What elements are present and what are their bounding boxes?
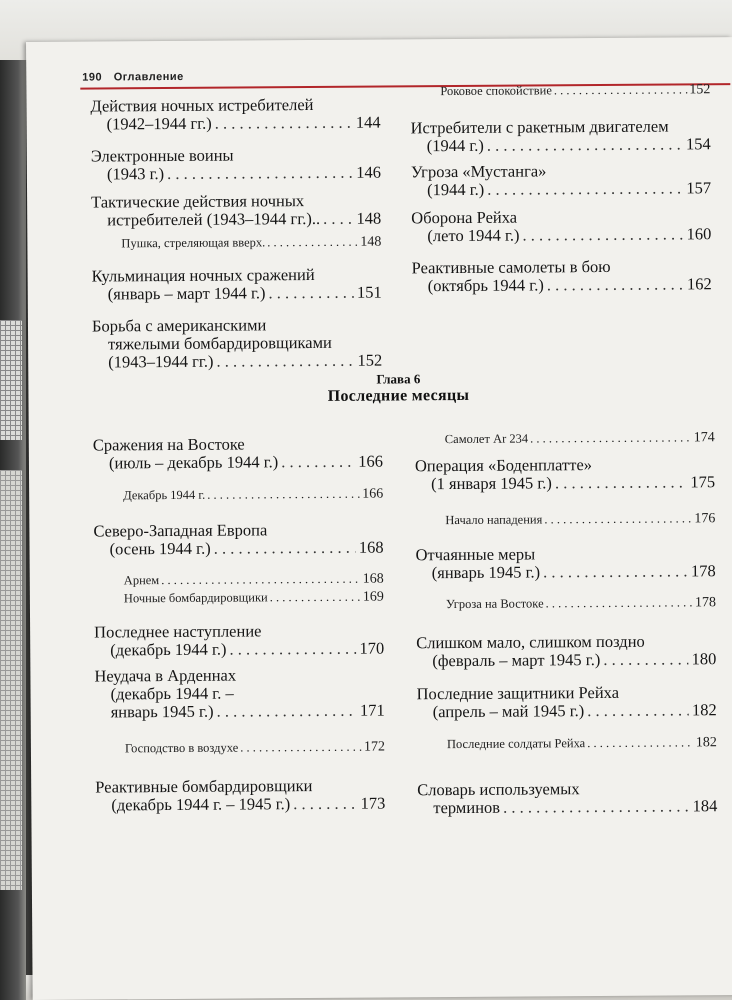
toc-entry-text: Реактивные самолеты в бою bbox=[411, 256, 611, 278]
toc-entry-line bbox=[415, 473, 715, 493]
toc-entry-line bbox=[94, 640, 384, 660]
toc-subentry bbox=[445, 511, 715, 528]
toc-entry bbox=[90, 96, 380, 134]
toc-entry bbox=[416, 544, 716, 582]
toc-entry-text: (декабрь 1944 г. – bbox=[110, 683, 234, 704]
toc-subentry-title: Ночные бомбардировщики bbox=[123, 590, 268, 606]
leader-dots bbox=[530, 430, 692, 446]
leader-dots bbox=[161, 572, 361, 588]
toc-page-number: 166 bbox=[358, 451, 384, 471]
toc-page-number: 168 bbox=[358, 537, 384, 557]
toc-subentry bbox=[123, 487, 383, 504]
grid-paper-strip-lower bbox=[0, 470, 22, 890]
toc-entry-text: (апрель – май 1945 г.) bbox=[432, 701, 585, 722]
toc-page-number: 144 bbox=[355, 112, 381, 132]
leader-dots bbox=[323, 210, 354, 228]
leader-dots bbox=[216, 702, 356, 721]
book-page bbox=[26, 37, 732, 1000]
leader-dots bbox=[207, 487, 360, 503]
toc-entry bbox=[91, 192, 381, 230]
running-head-title: Оглавление bbox=[113, 70, 184, 84]
toc-entry bbox=[411, 117, 711, 155]
toc-subentry-title: Угроза на Востоке bbox=[445, 596, 544, 612]
toc-entry-line bbox=[91, 114, 381, 134]
toc-entry-line bbox=[92, 284, 382, 304]
chapter-number: Глава 6 bbox=[376, 371, 421, 387]
toc-entry-text: терминов bbox=[433, 797, 501, 818]
toc-subentry-title: Арнем bbox=[123, 573, 160, 588]
leader-dots bbox=[240, 740, 362, 756]
toc-entry-line bbox=[95, 702, 385, 722]
toc-page-number: 171 bbox=[359, 700, 385, 720]
toc-entry-line bbox=[94, 684, 384, 704]
toc-entry bbox=[417, 683, 717, 721]
toc-entry-line bbox=[411, 207, 711, 227]
leader-dots bbox=[554, 82, 688, 98]
toc-entry bbox=[91, 146, 381, 184]
leader-dots bbox=[216, 352, 354, 371]
toc-entry-text: (1944 г.) bbox=[426, 135, 484, 156]
toc-entry-text: истребителей (1943–1944 гг.).. bbox=[107, 208, 321, 230]
toc-page-number: 148 bbox=[356, 208, 382, 228]
leader-dots bbox=[229, 640, 356, 659]
toc-entry-line bbox=[417, 779, 717, 799]
toc-entry-line bbox=[416, 650, 716, 670]
toc-entry-text: (1942–1944 гг.) bbox=[106, 113, 212, 134]
leader-dots bbox=[281, 453, 355, 472]
toc-page-number: 174 bbox=[693, 430, 715, 446]
toc-entry-text: Истребители с ракетным двигателем bbox=[410, 116, 669, 138]
toc-entry-text: Угроза «Мустанга» bbox=[410, 161, 547, 182]
toc-entry bbox=[94, 622, 384, 660]
toc-entry-line bbox=[417, 797, 717, 817]
toc-page-number: 168 bbox=[362, 571, 384, 587]
toc-page-number: 182 bbox=[695, 735, 717, 751]
leader-dots bbox=[167, 164, 353, 183]
chapter-heading bbox=[208, 370, 588, 407]
toc-page-number: 175 bbox=[690, 472, 716, 492]
toc-entry-text: Словарь используемых bbox=[417, 779, 580, 800]
toc-page-number: 176 bbox=[694, 511, 716, 527]
toc-entry-text: (февраль – март 1945 г.) bbox=[432, 650, 601, 671]
toc-subentry-title: Господство в воздухе bbox=[124, 740, 239, 756]
toc-page-number: 169 bbox=[362, 589, 384, 605]
toc-entry-text: Последнее наступление bbox=[94, 621, 262, 642]
toc-page-number: 160 bbox=[686, 224, 712, 244]
toc-entry bbox=[417, 779, 717, 817]
toc-entry bbox=[93, 521, 383, 559]
toc-entry-text: тяжелыми бомбардировщиками bbox=[108, 332, 332, 354]
toc-entry-line bbox=[411, 179, 711, 199]
toc-entry-line bbox=[411, 117, 711, 137]
toc-subentry bbox=[121, 235, 381, 252]
toc-page-number: 170 bbox=[359, 638, 385, 658]
leader-dots bbox=[503, 797, 690, 816]
page-number: 190 bbox=[82, 71, 103, 84]
toc-entry bbox=[415, 455, 715, 493]
toc-subentry bbox=[124, 572, 384, 589]
toc-entry-line bbox=[90, 96, 380, 116]
toc-entry-text: (декабрь 1944 г.) bbox=[110, 639, 227, 660]
toc-page-number: 172 bbox=[363, 739, 385, 755]
toc-entry-text: (июль – декабрь 1944 г.) bbox=[108, 452, 279, 473]
toc-entry-line bbox=[416, 544, 716, 564]
chapter-title: Последние месяцы bbox=[327, 386, 470, 405]
toc-entry-text: Реактивные бомбардировщики bbox=[95, 776, 313, 797]
toc-page-number: 148 bbox=[360, 234, 382, 250]
toc-entry-line bbox=[417, 701, 717, 721]
toc-subentry bbox=[447, 735, 717, 752]
toc-entry-line bbox=[94, 666, 384, 686]
toc-entry-line bbox=[93, 521, 383, 541]
leader-dots bbox=[555, 473, 688, 492]
toc-entry bbox=[92, 266, 382, 304]
toc-entry-text: Слишком мало, слишком поздно bbox=[416, 631, 645, 653]
toc-subentry-title: Пушка, стреляющая вверх. bbox=[121, 235, 266, 251]
toc-entry-text: Сражения на Востоке bbox=[92, 434, 245, 455]
toc-entry-line bbox=[92, 352, 382, 372]
toc-entry-line bbox=[93, 453, 383, 473]
toc-entry-text: Неудача в Арденнах bbox=[94, 665, 237, 686]
toc-entry-line bbox=[91, 146, 381, 166]
toc-page-number: 146 bbox=[356, 162, 381, 182]
leader-dots bbox=[587, 701, 689, 720]
toc-page-number: 152 bbox=[357, 350, 383, 370]
toc-entry-text: Отчаянные меры bbox=[415, 544, 536, 565]
toc-entry-line bbox=[94, 622, 384, 642]
leader-dots bbox=[546, 595, 693, 611]
toc-entry-text: Тактические действия ночных bbox=[91, 191, 305, 212]
toc-entry bbox=[95, 777, 385, 815]
toc-entry-line bbox=[91, 210, 381, 230]
toc-entry-text: Северо-Западная Европа bbox=[93, 520, 268, 541]
toc-subentry bbox=[124, 590, 384, 607]
leader-dots bbox=[268, 284, 354, 303]
toc-entry-text: Электронные воины bbox=[90, 145, 234, 166]
toc-page-number: 184 bbox=[692, 796, 718, 816]
toc-page-number: 162 bbox=[686, 274, 712, 294]
grid-paper-strip bbox=[0, 320, 22, 440]
toc-entry-text: (октябрь 1944 г.) bbox=[427, 275, 544, 296]
toc-entry-line bbox=[411, 161, 711, 181]
toc-entry-line bbox=[415, 455, 715, 475]
toc-subentry bbox=[440, 82, 710, 99]
toc-entry-text: Действия ночных истребителей bbox=[90, 94, 314, 116]
leader-dots bbox=[293, 795, 357, 813]
toc-entry-line bbox=[92, 334, 382, 354]
running-head bbox=[82, 71, 184, 84]
toc-entry-line bbox=[95, 777, 385, 797]
toc-entry-line bbox=[93, 539, 383, 559]
toc-page-number: 157 bbox=[686, 178, 712, 198]
leader-dots bbox=[270, 590, 361, 606]
leader-dots bbox=[267, 235, 358, 251]
leader-dots bbox=[547, 275, 684, 294]
toc-entry bbox=[94, 666, 384, 722]
toc-entry-text: Последние защитники Рейха bbox=[416, 682, 620, 704]
toc-entry-text: (декабрь 1944 г. – 1945 г.) bbox=[111, 794, 291, 815]
leader-dots bbox=[487, 135, 683, 154]
toc-entry-line bbox=[95, 795, 385, 815]
toc-entry bbox=[416, 632, 716, 670]
toc-entry-text: Кульминация ночных сражений bbox=[91, 264, 315, 286]
leader-dots bbox=[603, 650, 688, 669]
toc-entry bbox=[412, 257, 712, 295]
leader-dots bbox=[215, 114, 353, 133]
toc-entry-text: (лето 1944 г.) bbox=[427, 225, 520, 246]
toc-entry bbox=[411, 161, 711, 199]
leader-dots bbox=[487, 179, 683, 198]
toc-subentry-title: Последние солдаты Рейха bbox=[446, 736, 586, 752]
leader-dots bbox=[544, 511, 692, 527]
toc-entry-text: (1943 г.) bbox=[106, 164, 165, 184]
toc-subentry bbox=[446, 595, 716, 612]
toc-entry-line bbox=[412, 257, 712, 277]
toc-subentry-title: Начало нападения bbox=[445, 512, 543, 528]
toc-entry-line bbox=[91, 164, 381, 184]
toc-page-number: 180 bbox=[691, 649, 717, 669]
leader-dots bbox=[543, 562, 688, 581]
leader-dots bbox=[522, 225, 683, 244]
toc-entry-text: Борьба с американскими bbox=[91, 315, 267, 336]
toc-subentry bbox=[125, 740, 385, 757]
toc-page-number: 178 bbox=[690, 561, 716, 581]
toc-entry-text: (1 января 1945 г.) bbox=[431, 473, 552, 494]
toc-page-number: 178 bbox=[694, 595, 716, 611]
toc-entry bbox=[411, 207, 711, 245]
toc-page-number: 151 bbox=[356, 282, 382, 302]
toc-entry-text: (осень 1944 г.) bbox=[109, 538, 211, 559]
toc-entry-line bbox=[411, 135, 711, 155]
toc-entry-line bbox=[416, 562, 716, 582]
toc-subentry-title: Самолет Ar 234 bbox=[444, 431, 529, 447]
leader-dots bbox=[214, 539, 356, 558]
toc-subentry-title: Декабрь 1944 г. bbox=[123, 487, 206, 503]
toc-entry-text: (январь – март 1944 г.) bbox=[107, 283, 266, 304]
toc-page-number: 154 bbox=[685, 134, 711, 154]
toc-subentry-title: Роковое спокойствие bbox=[440, 83, 552, 99]
toc-entry-text: январь 1945 г.) bbox=[110, 701, 214, 722]
leader-dots bbox=[587, 735, 694, 751]
toc-entry-text: Оборона Рейха bbox=[411, 207, 518, 228]
toc-entry bbox=[92, 316, 382, 372]
toc-subentry bbox=[445, 430, 715, 447]
toc-entry-text: (1944 г.) bbox=[426, 179, 485, 200]
toc-page-number: 182 bbox=[691, 700, 717, 720]
toc-entry bbox=[93, 435, 383, 473]
toc-page-number: 152 bbox=[689, 82, 711, 98]
toc-entry-line bbox=[411, 225, 711, 245]
toc-page-number: 166 bbox=[362, 486, 384, 502]
toc-entry-text: (январь 1945 г.) bbox=[431, 562, 541, 583]
toc-entry-text: (1943–1944 гг.) bbox=[108, 351, 214, 372]
toc-entry-line bbox=[412, 275, 712, 295]
toc-entry-text: Операция «Боденплатте» bbox=[414, 455, 593, 476]
toc-page-number: 173 bbox=[360, 793, 386, 813]
